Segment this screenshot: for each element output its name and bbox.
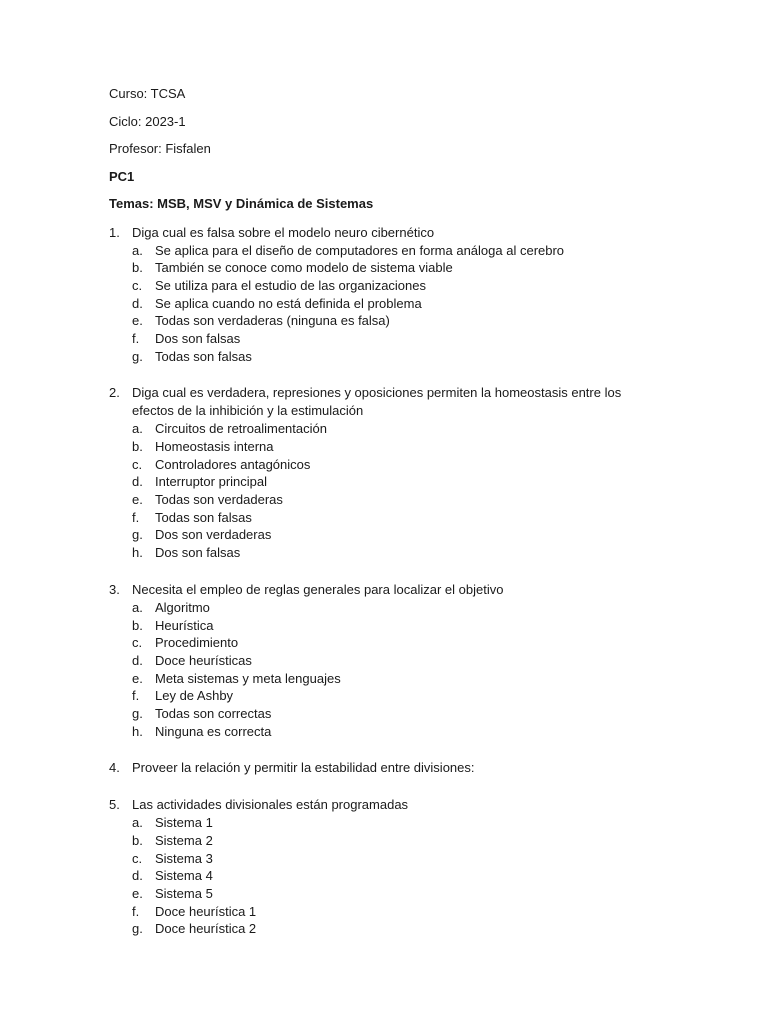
option-letter: c. [132,635,143,651]
option-item [109,277,649,295]
cycle-line: Ciclo: 2023-1 [109,113,186,129]
option-text: Dos son verdaderas [155,527,272,543]
option-text: Ninguna es correcta [155,723,272,739]
question-item [109,384,649,562]
option-letter: d. [132,652,143,668]
course-line: Curso: TCSA [109,86,186,101]
option-letter: g. [132,705,143,721]
option-text: Dos son falsas [155,545,241,561]
question-number: 2. [109,385,120,401]
question-item [109,796,649,938]
option-text: Procedimiento [155,635,239,651]
option-list [109,814,649,938]
option-letter: e. [132,492,143,508]
option-letter: d. [132,868,143,884]
option-letter: f. [132,903,140,919]
option-text: Doce heurística 1 [155,903,257,919]
option-text: Meta sistemas y meta lenguajes [155,670,341,686]
question-number: 1. [109,224,120,240]
question-item [109,759,649,777]
option-item [109,850,649,868]
option-item [109,920,649,938]
option-text: Heurística [155,617,214,633]
option-text: Sistema 1 [155,815,213,831]
option-item [109,509,649,527]
option-item [109,312,649,330]
question-item [109,224,649,366]
option-text: Sistema 2 [155,833,213,848]
option-item [109,867,649,885]
option-item [109,903,649,921]
option-item [109,526,649,544]
option-letter: g. [132,348,143,364]
option-item [109,705,649,723]
option-letter: e. [132,313,143,329]
option-letter: a. [132,599,143,615]
question-text: Proveer la relación y permitir la estabilidad entre divisiones: [132,760,475,776]
option-letter: d. [132,295,143,311]
option-item [109,456,649,474]
option-letter: f. [132,509,140,525]
option-letter: b. [132,617,143,633]
question-spacer [109,777,649,794]
option-item [109,832,649,850]
option-text: Sistema 4 [155,868,213,884]
question-number: 3. [109,581,120,597]
option-text: También se conoce como modelo de sistema viable [155,260,453,276]
question-item [109,581,649,741]
option-text: Homeostasis interna [155,439,274,454]
option-item [109,723,649,741]
option-text: Todas son correctas [155,705,272,721]
question-text: Las actividades divisionales están programadas [132,797,409,813]
option-letter: b. [132,833,143,848]
option-item [109,242,649,260]
option-item [109,330,649,348]
option-letter: e. [132,886,143,902]
option-letter: c. [132,277,143,293]
topics-line: Temas: MSB, MSV y Dinámica de Sistemas [109,196,374,211]
option-letter: f. [132,330,140,346]
option-list [109,599,649,741]
document-page [109,84,649,938]
option-item [109,295,649,313]
option-text: Se aplica para el diseño de computadores en forma análoga al cerebro [155,242,565,258]
option-item [109,634,649,652]
option-letter: f. [132,688,140,704]
option-text: Sistema 5 [155,886,213,902]
professor-line: Profesor: Fisfalen [109,141,211,156]
option-item [109,544,649,562]
option-list [109,242,649,366]
option-letter: a. [132,815,143,831]
option-letter: c. [132,850,143,866]
question-spacer [109,740,649,757]
option-text: Todas son falsas [155,509,252,525]
option-item [109,473,649,491]
question-spacer [109,562,649,579]
option-item [109,652,649,670]
option-text: Sistema 3 [155,850,213,866]
option-text: Doce heurísticas [155,652,252,668]
option-item [109,687,649,705]
option-text: Circuitos de retroalimentación [155,421,327,437]
option-item [109,599,649,617]
option-letter: g. [132,527,143,543]
option-letter: d. [132,474,143,490]
option-letter: g. [132,921,143,937]
option-text: Dos son falsas [155,330,241,346]
option-text: Algoritmo [155,599,210,615]
option-item [109,814,649,832]
option-letter: h. [132,545,143,561]
option-item [109,438,649,456]
question-text: Diga cual es falsa sobre el modelo neuro cibernético [132,224,435,240]
option-item [109,670,649,688]
option-letter: a. [132,242,143,258]
question-number: 5. [109,797,120,813]
option-text: Todas son verdaderas (ninguna es falsa) [155,313,390,329]
option-text: Controladores antagónicos [155,456,311,472]
option-letter: a. [132,421,143,437]
option-item [109,259,649,277]
option-text: Se aplica cuando no está definida el problema [155,295,422,311]
option-item [109,348,649,366]
question-spacer [109,365,649,382]
option-text: Ley de Ashby [155,688,234,704]
option-letter: e. [132,670,143,686]
option-letter: b. [132,260,143,276]
option-item [109,491,649,509]
option-text: Doce heurística 2 [155,921,257,937]
option-text: Todas son falsas [155,348,252,364]
option-letter: c. [132,456,143,472]
question-list [109,224,649,939]
question-text: Diga cual es verdadera, represiones y oposiciones permiten la homeostasis entre los efectos de la inhibición y la estimulación [132,385,622,419]
option-list [109,420,649,562]
option-item [109,617,649,635]
question-text: Necesita el empleo de reglas generales para localizar el objetivo [132,581,504,597]
option-text: Interruptor principal [155,474,267,490]
question-number: 4. [109,760,120,776]
option-letter: b. [132,439,143,454]
option-text: Todas son verdaderas [155,492,283,508]
option-text: Se utiliza para el estudio de las organizaciones [155,277,427,293]
option-letter: h. [132,723,143,739]
option-item [109,420,649,438]
exam-title: PC1 [109,168,135,184]
option-item [109,885,649,903]
